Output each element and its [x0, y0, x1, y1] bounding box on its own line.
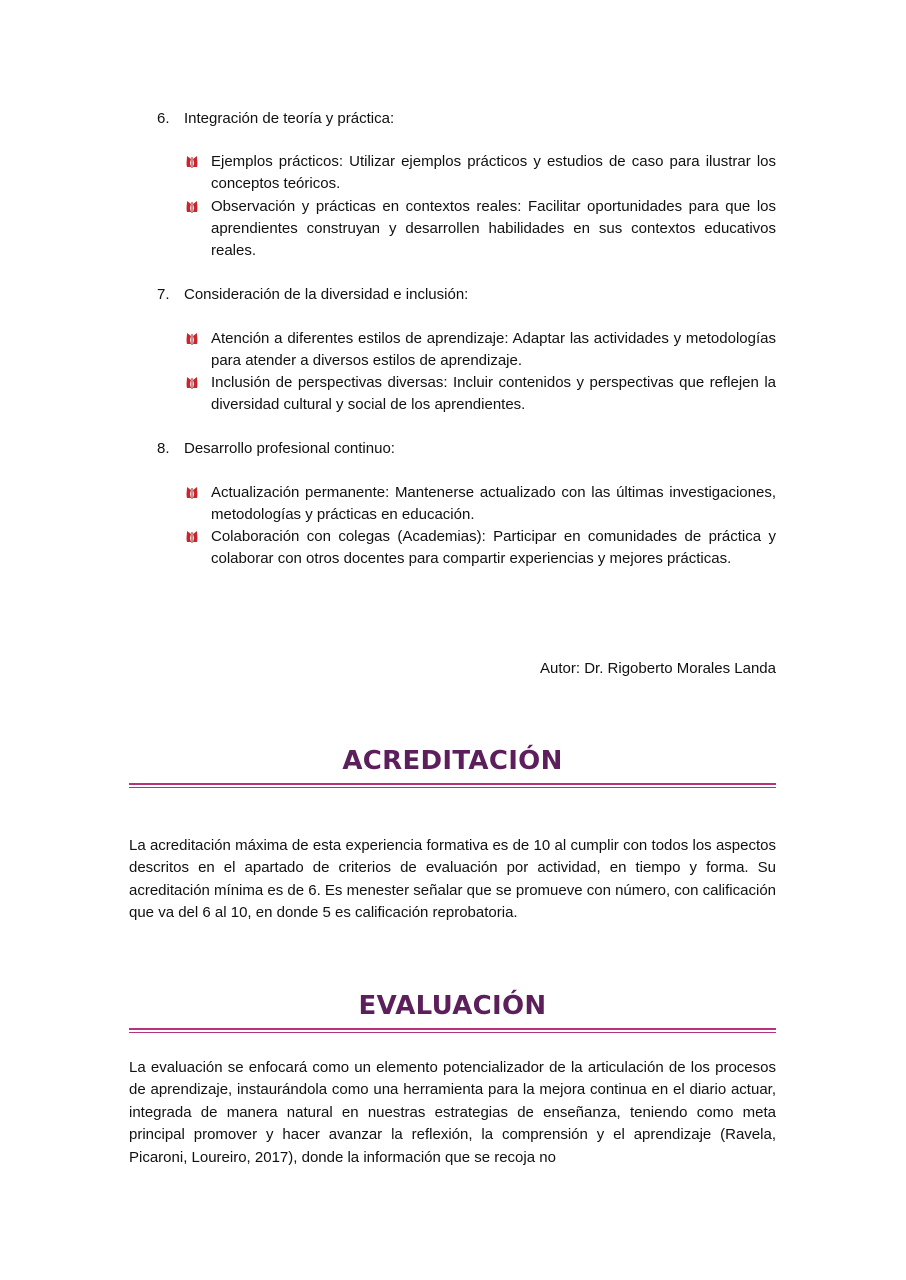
bullet-text: Inclusión de perspectivas diversas: Incluir contenidos y perspectivas que reflejen la diversidad cultural y social de los aprendientes.	[211, 374, 776, 413]
bullet-icon	[184, 375, 200, 391]
item-number: 6.	[157, 110, 170, 127]
bullet-item	[184, 196, 776, 262]
bullet-item	[184, 372, 776, 416]
author-line: Autor: Dr. Rigoberto Morales Landa	[540, 660, 776, 677]
heading-divider	[129, 783, 776, 788]
bullet-icon	[184, 485, 200, 501]
numbered-item-6	[157, 108, 394, 130]
bullet-icon	[184, 529, 200, 545]
acreditacion-heading: ACREDITACIÓN	[342, 746, 563, 776]
item-title: Consideración de la diversidad e inclusión:	[184, 286, 469, 303]
bullet-icon	[184, 331, 200, 347]
bullet-text: Atención a diferentes estilos de aprendizaje: Adaptar las actividades y metodologías para atender a diversos estilos de aprendizaje.	[211, 330, 776, 369]
bullet-text: Colaboración con colegas (Academias): Participar en comunidades de práctica y colaborar con otros docentes para compartir experiencias y mejores prácticas.	[211, 528, 776, 567]
acreditacion-paragraph: La acreditación máxima de esta experiencia formativa es de 10 al cumplir con todos los aspectos descritos en el apartado de criterios de evaluación por actividad, en tiempo y forma. Su acreditación mínima es de 6. Es menester señalar que se promueve con número, con calificación que va del 6 al 10, en donde 5 es calificación reprobatoria.	[129, 837, 776, 922]
bullet-item	[184, 482, 776, 526]
bullet-text: Ejemplos prácticos: Utilizar ejemplos prácticos y estudios de caso para ilustrar los conceptos teóricos.	[211, 153, 776, 192]
bullet-item	[184, 151, 776, 195]
evaluacion-paragraph: La evaluación se enfocará como un elemento potencializador de la articulación de los procesos de aprendizaje, instaurándola como una herramienta para la mejora continua en el diario actuar, integrada de manera natural en nuestras estrategias de enseñanza, teniendo como meta principal promover y hacer avanzar la reflexión, la comprensión y el aprendizaje (Ravela, Picaroni, Loureiro, 2017), donde la información que se recoja no	[129, 1059, 776, 1166]
item-title: Integración de teoría y práctica:	[184, 110, 395, 127]
bullet-item	[184, 526, 776, 570]
item-number: 8.	[157, 440, 170, 457]
bullet-text: Observación y prácticas en contextos reales: Facilitar oportunidades para que los aprendientes construyan y desarrollen habilidades en sus contextos educativos reales.	[211, 198, 776, 259]
numbered-item-7	[157, 284, 468, 306]
item-number: 7.	[157, 286, 170, 303]
bullet-icon	[184, 199, 200, 215]
item-title: Desarrollo profesional continuo:	[184, 440, 395, 457]
bullet-text: Actualización permanente: Mantenerse actualizado con las últimas investigaciones, metodologías y prácticas en educación.	[211, 484, 776, 523]
bullet-icon	[184, 154, 200, 170]
numbered-item-8	[157, 438, 395, 460]
bullet-item	[184, 328, 776, 372]
heading-divider	[129, 1028, 776, 1033]
evaluacion-heading: EVALUACIÓN	[358, 991, 547, 1021]
